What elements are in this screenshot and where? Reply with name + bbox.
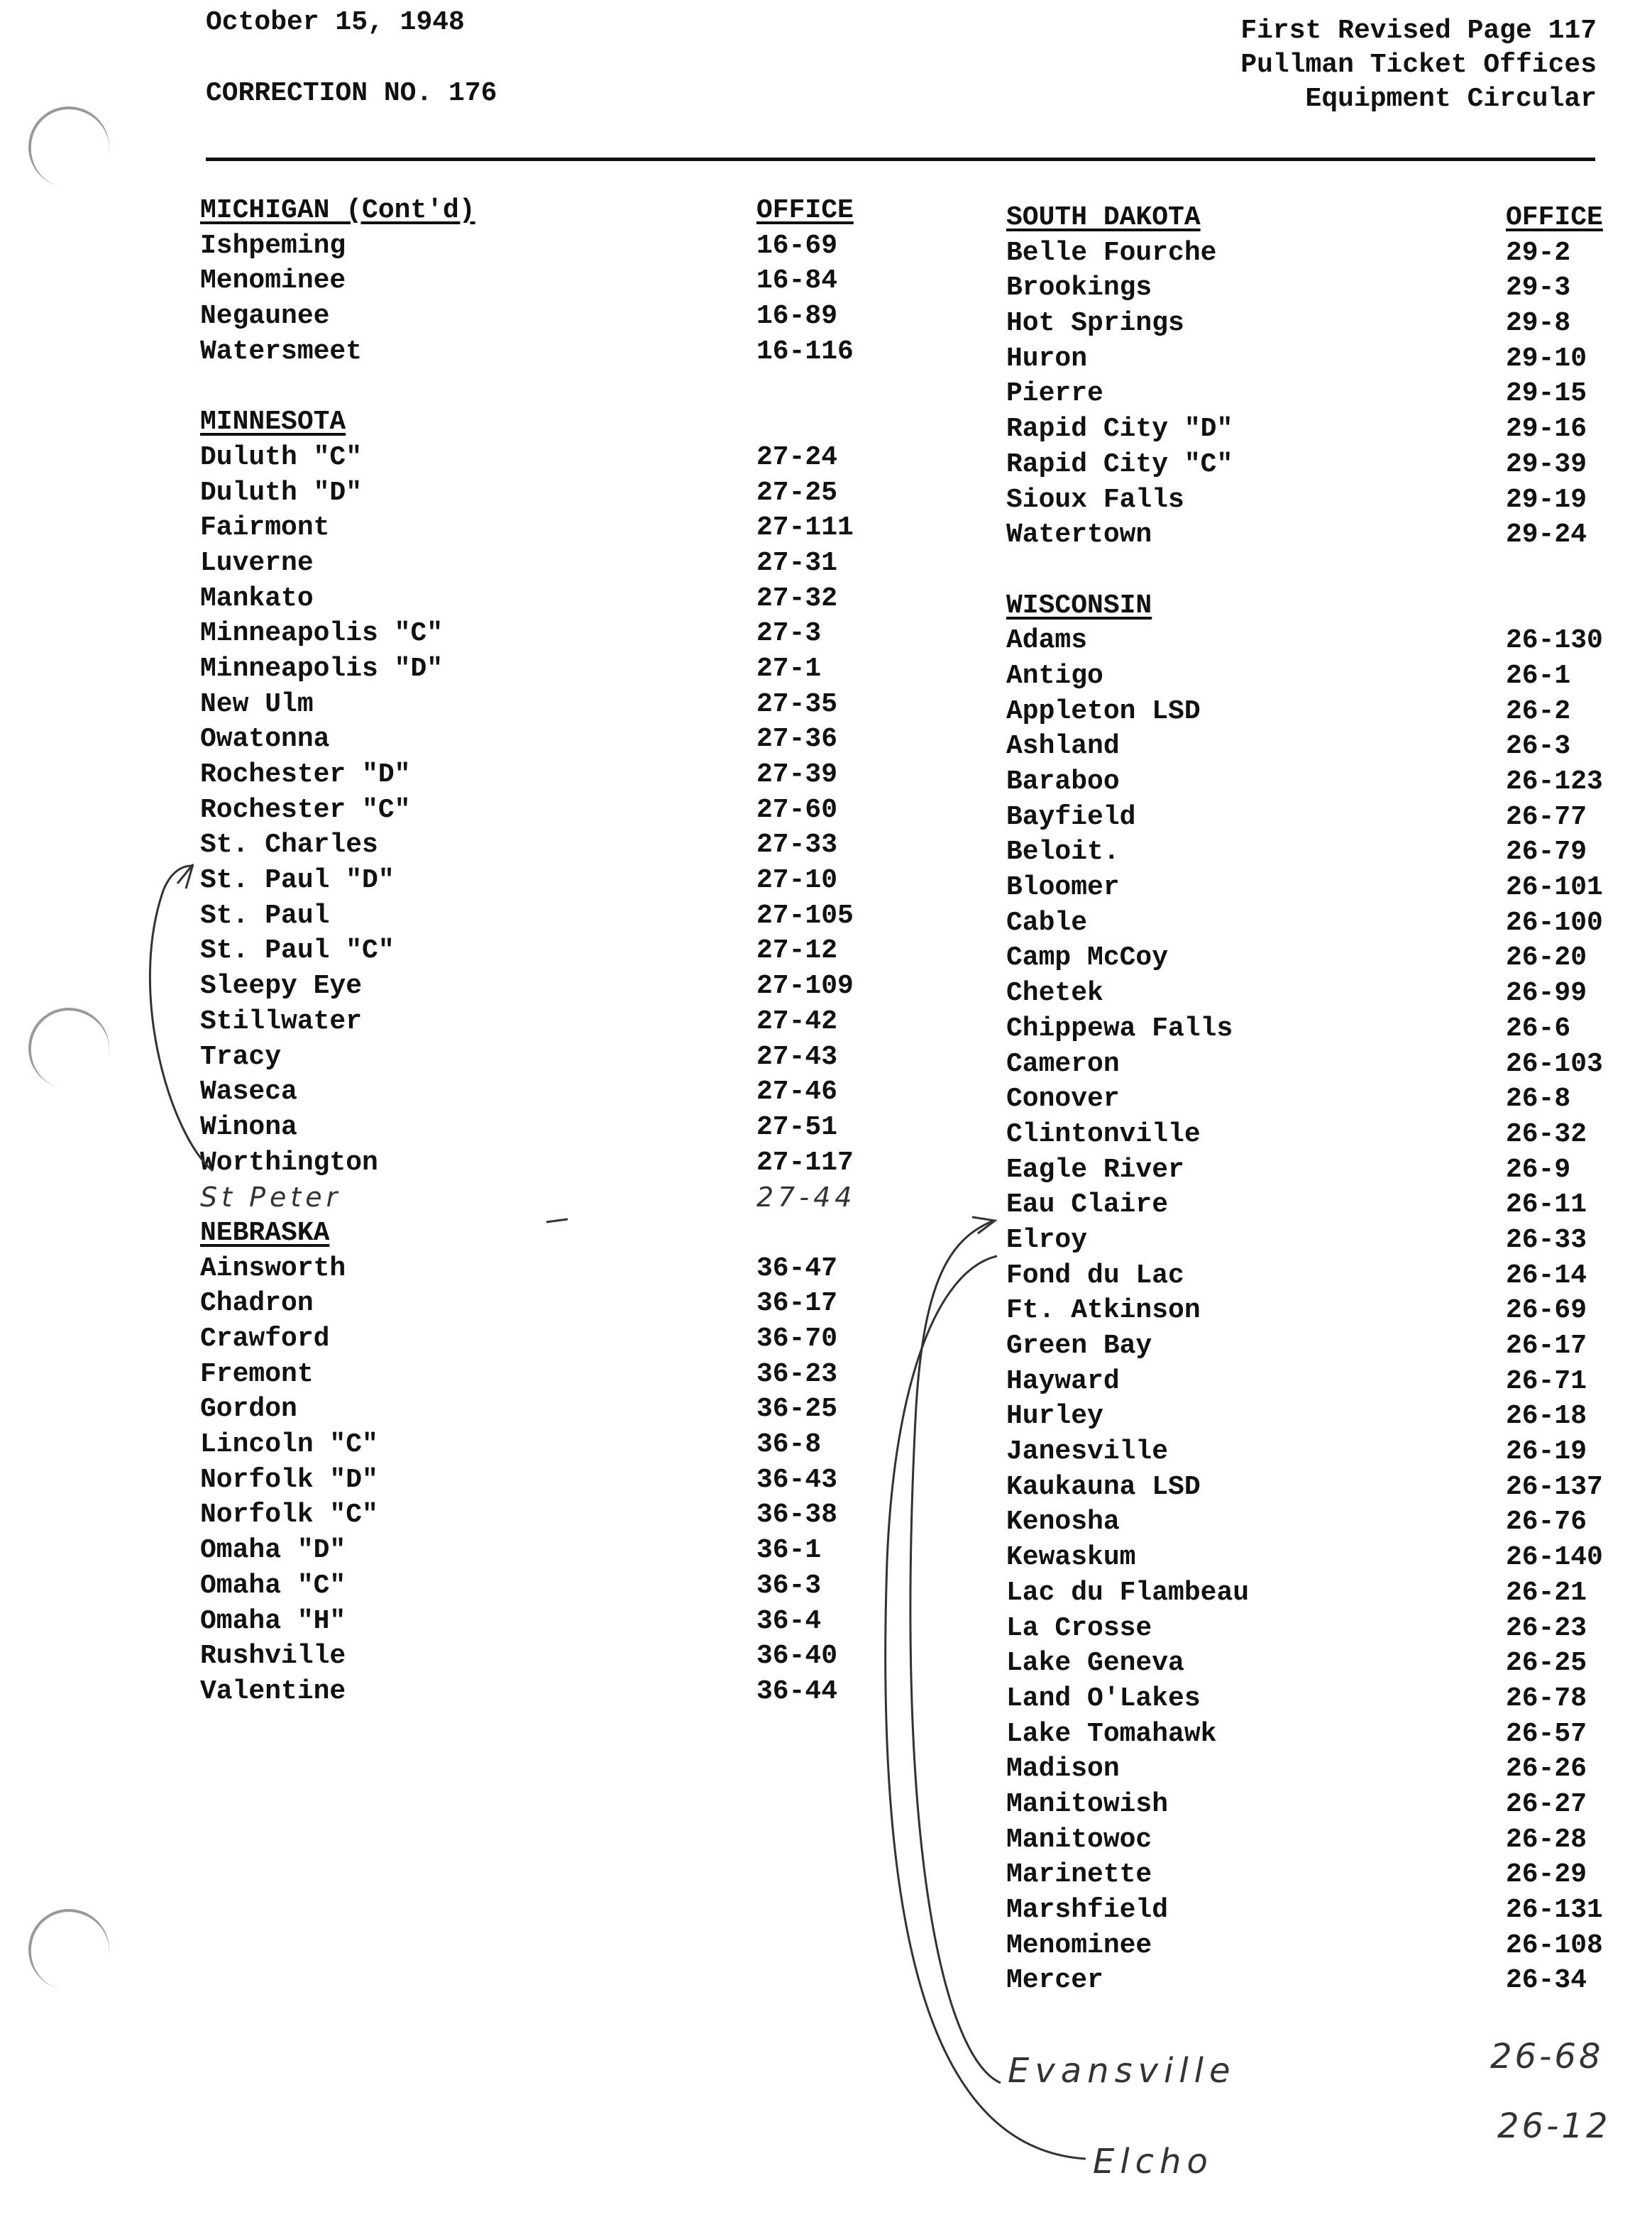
- insertion-curve-elcho: [886, 1256, 1086, 2159]
- city-name: Duluth "D": [200, 477, 363, 508]
- city-name: Stillwater: [200, 1006, 363, 1037]
- city-name: Eau Claire: [1006, 1189, 1169, 1221]
- city-name: Omaha "C": [200, 1570, 346, 1601]
- city-name: Marshfield: [1006, 1895, 1169, 1925]
- city-name: Winona: [200, 1111, 297, 1143]
- city-name: Negaunee: [200, 301, 330, 332]
- city-name: Appleton LSD: [1006, 695, 1201, 727]
- office-number: 26-34: [1506, 1965, 1587, 1996]
- city-name: Worthington: [200, 1147, 378, 1178]
- office-number: 29-2: [1506, 237, 1571, 268]
- city-name: Lincoln "C": [200, 1429, 378, 1460]
- city-name: Menominee: [200, 265, 346, 297]
- office-number: 27-42: [756, 1006, 838, 1037]
- office-number: 26-76: [1506, 1507, 1587, 1538]
- office-number: 27-32: [756, 583, 838, 614]
- insertion-curve-evansville: [910, 1221, 1001, 2083]
- city-name: Hayward: [1006, 1365, 1120, 1397]
- office-number: 36-43: [756, 1464, 838, 1495]
- city-name: Land O'Lakes: [1006, 1683, 1201, 1714]
- city-name: St. Charles: [200, 830, 378, 861]
- office-number: 26-23: [1506, 1612, 1587, 1644]
- stray-mark: [546, 1219, 568, 1222]
- city-name: Chadron: [200, 1288, 314, 1319]
- city-name: New Ulm: [200, 688, 314, 720]
- state-name: WISCONSIN: [1006, 590, 1152, 621]
- office-number: 16-69: [756, 230, 838, 261]
- city-name: Pierre: [1006, 378, 1103, 409]
- office-number: 26-100: [1506, 907, 1603, 938]
- office-number: 27-36: [756, 724, 838, 755]
- office-number: 36-44: [756, 1676, 838, 1707]
- city-name: Cameron: [1006, 1048, 1120, 1079]
- office-number: 26-18: [1506, 1401, 1587, 1432]
- office-number: 26-57: [1506, 1718, 1587, 1749]
- city-name: Clintonville: [1006, 1118, 1201, 1150]
- office-number: 26-123: [1506, 766, 1603, 797]
- city-name: Lake Tomahawk: [1006, 1718, 1217, 1749]
- office-number: 26-14: [1506, 1260, 1587, 1291]
- city-name: Ainsworth: [200, 1253, 346, 1284]
- city-name: Mankato: [200, 583, 314, 614]
- city-name: Menominee: [1006, 1930, 1152, 1961]
- city-name: Mercer: [1006, 1965, 1103, 1996]
- office-number: 26-19: [1506, 1436, 1587, 1468]
- city-name: Lac du Flambeau: [1006, 1577, 1250, 1608]
- city-name: Watersmeet: [200, 336, 363, 367]
- office-number: 26-69: [1506, 1295, 1587, 1326]
- office-number: 26-9: [1506, 1154, 1571, 1185]
- office-number: 36-3: [756, 1570, 822, 1601]
- city-name: Minneapolis "C": [200, 618, 444, 649]
- office-number: 16-116: [756, 336, 854, 367]
- office-number: 26-108: [1506, 1930, 1603, 1961]
- office-number: 26-103: [1506, 1048, 1603, 1079]
- office-number: 29-24: [1506, 519, 1587, 551]
- city-name: Elroy: [1006, 1224, 1088, 1255]
- city-name: Valentine: [200, 1676, 346, 1707]
- city-name: Camp McCoy: [1006, 942, 1169, 974]
- city-name: Sleepy Eye: [200, 971, 363, 1002]
- office-number: 27-35: [756, 688, 838, 720]
- city-name: Fairmont: [200, 512, 330, 544]
- office-number: 26-8: [1506, 1084, 1571, 1115]
- office-number: 27-1: [756, 653, 822, 684]
- office-number: 27-111: [756, 512, 854, 544]
- city-name: St Peter: [200, 1182, 342, 1214]
- city-name: Rochester "D": [200, 759, 411, 790]
- city-name: Duluth "C": [200, 441, 363, 473]
- city-name: Waseca: [200, 1077, 297, 1108]
- city-name: Green Bay: [1006, 1331, 1152, 1361]
- city-name: Hurley: [1006, 1401, 1103, 1432]
- office-number: 26-3: [1506, 731, 1571, 762]
- office-number: 36-8: [756, 1429, 822, 1460]
- city-name: Rapid City "C": [1006, 449, 1233, 480]
- office-number: 27-44: [756, 1182, 857, 1214]
- office-number: 26-71: [1506, 1365, 1587, 1397]
- office-number: 29-10: [1506, 343, 1587, 374]
- city-name: Sioux Falls: [1006, 484, 1184, 515]
- office-number: 27-43: [756, 1041, 838, 1072]
- office-number: 26-6: [1506, 1013, 1571, 1044]
- office-number: 26-79: [1506, 837, 1587, 868]
- city-name: Luverne: [200, 547, 314, 578]
- office-number: 27-117: [756, 1147, 854, 1178]
- office-number: 26-32: [1506, 1118, 1587, 1150]
- office-number: 27-31: [756, 547, 838, 578]
- handwritten-elcho: Elcho: [1093, 2142, 1213, 2182]
- city-name: Manitowoc: [1006, 1824, 1152, 1855]
- office-number: 26-137: [1506, 1471, 1603, 1502]
- city-name: St. Paul: [200, 900, 330, 931]
- office-number: 36-40: [756, 1641, 838, 1672]
- header-line-circular: Equipment Circular: [1305, 84, 1597, 114]
- office-column-header: OFFICE: [756, 195, 854, 226]
- city-name: Conover: [1006, 1084, 1120, 1115]
- office-number: 27-39: [756, 759, 838, 790]
- office-number: 26-11: [1506, 1189, 1587, 1221]
- city-name: Norfolk "C": [200, 1500, 378, 1531]
- city-name: Chetek: [1006, 978, 1103, 1009]
- office-number: 26-131: [1506, 1895, 1603, 1925]
- office-number: 26-17: [1506, 1331, 1587, 1361]
- office-number: 27-33: [756, 830, 838, 861]
- office-number: 26-28: [1506, 1824, 1587, 1855]
- office-number: 26-27: [1506, 1788, 1587, 1820]
- city-name: Manitowish: [1006, 1788, 1169, 1820]
- city-name: Baraboo: [1006, 766, 1120, 797]
- city-name: Kenosha: [1006, 1507, 1120, 1538]
- city-name: Minneapolis "D": [200, 653, 444, 684]
- city-name: Omaha "H": [200, 1605, 346, 1636]
- office-number: 27-105: [756, 900, 854, 931]
- city-name: Gordon: [200, 1394, 297, 1425]
- office-number: 36-17: [756, 1288, 838, 1319]
- city-name: Huron: [1006, 343, 1088, 374]
- office-number: 26-25: [1506, 1648, 1587, 1679]
- state-name: MICHIGAN (Cont'd): [200, 195, 475, 226]
- office-number: 27-60: [756, 794, 838, 825]
- city-name: Marinette: [1006, 1859, 1152, 1891]
- office-number: 26-21: [1506, 1577, 1587, 1608]
- office-number: 36-70: [756, 1324, 838, 1354]
- office-number: 27-109: [756, 971, 854, 1002]
- city-name: Rapid City "D": [1006, 414, 1233, 445]
- office-number: 36-38: [756, 1500, 838, 1531]
- office-number: 29-8: [1506, 308, 1571, 339]
- office-number: 26-33: [1506, 1224, 1587, 1255]
- city-name: Norfolk "D": [200, 1464, 378, 1495]
- city-name: Bayfield: [1006, 801, 1136, 832]
- city-name: Brookings: [1006, 273, 1152, 304]
- handwritten-evansville: Evansville: [1008, 2051, 1236, 2091]
- state-name: SOUTH DAKOTA: [1006, 202, 1201, 233]
- city-name: Rochester "C": [200, 794, 411, 825]
- office-number: 27-46: [756, 1077, 838, 1108]
- office-number: 26-130: [1506, 625, 1603, 656]
- office-number: 29-19: [1506, 484, 1587, 515]
- office-number: 16-89: [756, 301, 838, 332]
- office-number: 26-78: [1506, 1683, 1587, 1714]
- city-name: Adams: [1006, 625, 1088, 656]
- city-name: Watertown: [1006, 519, 1152, 551]
- document-date: October 15, 1948: [206, 7, 465, 38]
- office-number: 26-1: [1506, 660, 1571, 691]
- office-number: 36-23: [756, 1358, 838, 1390]
- office-number: 27-24: [756, 441, 838, 473]
- office-number: 26-20: [1506, 942, 1587, 974]
- city-name: Crawford: [200, 1324, 330, 1354]
- office-number: 27-3: [756, 618, 822, 649]
- city-name: Janesville: [1006, 1436, 1169, 1468]
- city-name: Antigo: [1006, 660, 1103, 691]
- office-number: 36-1: [756, 1535, 822, 1566]
- office-number: 27-12: [756, 935, 838, 967]
- city-name: Lake Geneva: [1006, 1648, 1184, 1679]
- city-name: Beloit.: [1006, 837, 1120, 868]
- insertion-curve-st-peter: [150, 866, 213, 1171]
- office-number: 26-99: [1506, 978, 1587, 1009]
- office-number: 26-29: [1506, 1859, 1587, 1891]
- office-column-header: OFFICE: [1506, 202, 1603, 233]
- office-number: 29-15: [1506, 378, 1587, 409]
- header-line-offices: Pullman Ticket Offices: [1240, 50, 1597, 80]
- city-name: Omaha "D": [200, 1535, 346, 1566]
- city-name: Rushville: [200, 1641, 346, 1672]
- city-name: Cable: [1006, 907, 1088, 938]
- correction-number: CORRECTION NO. 176: [206, 78, 497, 109]
- city-name: Kewaskum: [1006, 1542, 1136, 1573]
- city-name: Madison: [1006, 1754, 1120, 1785]
- city-name: Owatonna: [200, 724, 330, 755]
- office-number: 27-25: [756, 477, 838, 508]
- office-number: 29-3: [1506, 273, 1571, 304]
- city-name: Fremont: [200, 1358, 314, 1390]
- office-number: 27-51: [756, 1111, 838, 1143]
- city-name: Fond du Lac: [1006, 1260, 1184, 1291]
- city-name: Ishpeming: [200, 230, 346, 261]
- city-name: St. Paul "D": [200, 865, 395, 896]
- office-number: 26-2: [1506, 695, 1571, 727]
- city-name: Tracy: [200, 1041, 282, 1072]
- city-name: Ft. Atkinson: [1006, 1295, 1201, 1326]
- office-number: 36-25: [756, 1394, 838, 1425]
- city-name: Hot Springs: [1006, 308, 1184, 339]
- header-line-page: First Revised Page 117: [1240, 16, 1597, 46]
- city-name: Belle Fourche: [1006, 237, 1217, 268]
- office-number: 16-84: [756, 265, 838, 297]
- city-name: Eagle River: [1006, 1154, 1184, 1185]
- office-number: 29-16: [1506, 414, 1587, 445]
- office-number: 36-47: [756, 1253, 838, 1284]
- city-name: Ashland: [1006, 731, 1120, 762]
- state-name: MINNESOTA: [200, 407, 346, 438]
- city-name: St. Paul "C": [200, 935, 395, 967]
- office-number: 27-10: [756, 865, 838, 896]
- office-number: 26-26: [1506, 1754, 1587, 1785]
- office-number: 29-39: [1506, 449, 1587, 480]
- city-name: Chippewa Falls: [1006, 1013, 1233, 1044]
- city-name: Kaukauna LSD: [1006, 1471, 1201, 1502]
- office-number: 26-140: [1506, 1542, 1603, 1573]
- city-name: La Crosse: [1006, 1612, 1152, 1644]
- office-number: 26-77: [1506, 801, 1587, 832]
- office-number: 36-4: [756, 1605, 822, 1636]
- office-number: 26-101: [1506, 872, 1603, 903]
- state-name: NEBRASKA: [200, 1217, 330, 1248]
- city-name: Bloomer: [1006, 872, 1120, 903]
- handwritten-elcho-office: 26-12: [1497, 2106, 1611, 2146]
- handwritten-evansville-office: 26-68: [1490, 2037, 1604, 2076]
